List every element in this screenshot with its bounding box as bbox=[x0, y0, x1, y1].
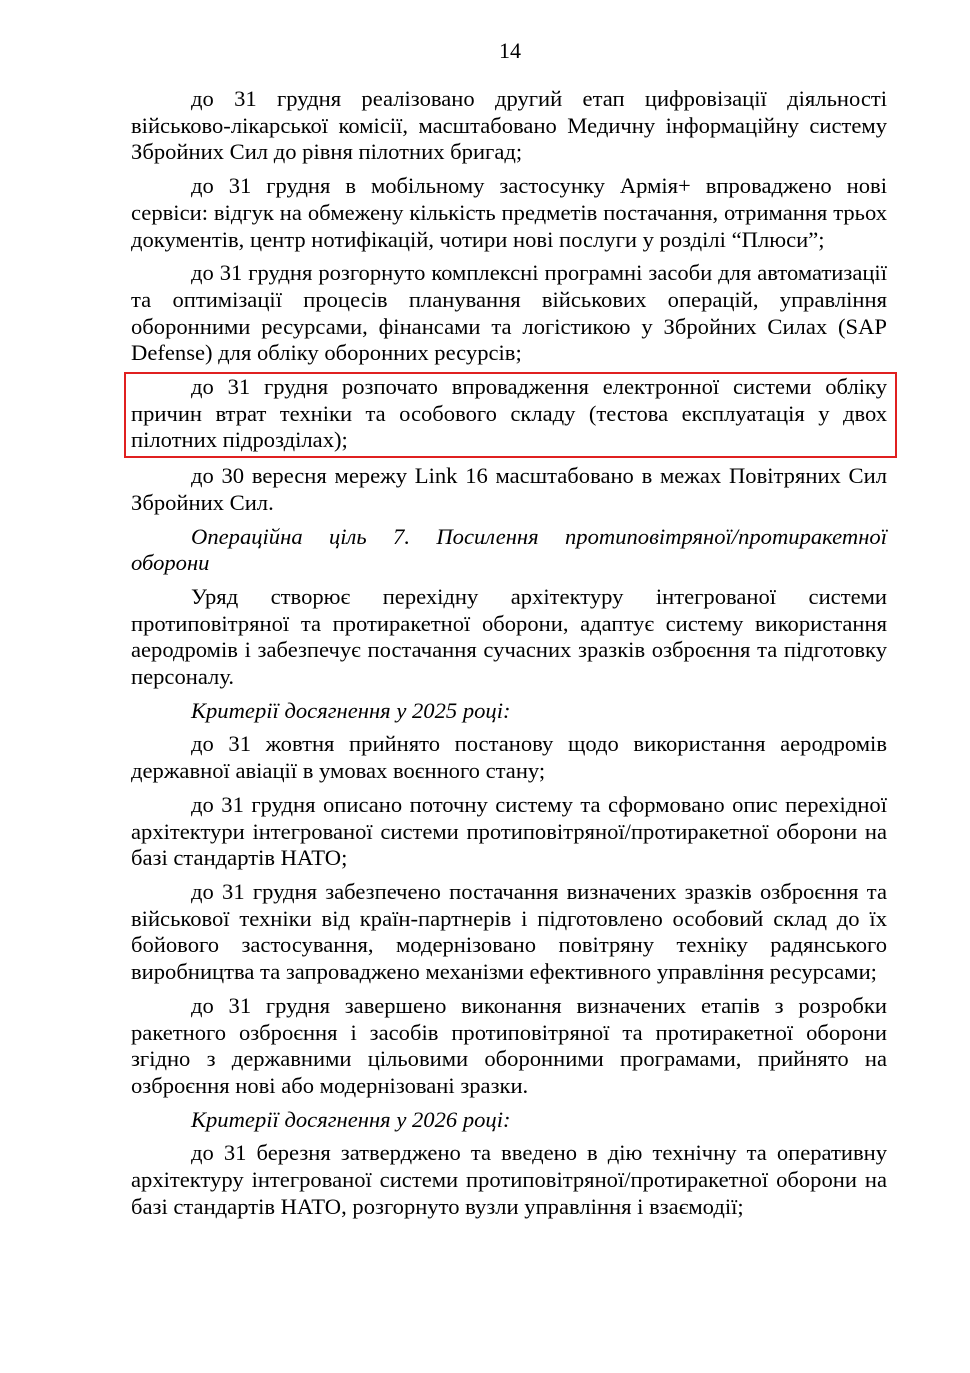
paragraph-army-plus-app: до 31 грудня в мобільному застосунку Армія+ впроваджено нові сервіси: відгук на обмежену кількість предметів постачання, отримання трьох документів, центр нотифікацій, чотири нові послуги у розділі “Плюси”; bbox=[131, 173, 887, 252]
page-number: 14 bbox=[499, 38, 521, 63]
paragraph-vlk-digitalization: до 31 грудня реалізовано другий етап цифровізації діяльності військово-лікарської комісії, масштабовано Медичну інформаційну систему Збройних Сил до рівня пілотних бригад; bbox=[131, 86, 887, 165]
paragraph-transitional-architecture: до 31 грудня описано поточну систему та сформовано опис перехідної архітектури інтегрованої системи протиповітряної/протиракетної оборони на базі стандартів НАТО; bbox=[131, 791, 887, 871]
paragraph-weapons-supply: до 31 грудня забезпечено постачання визначених зразків озброєння та військової техніки від країн-партнерів і підготовлено особовий склад до їх бойового застосування, модернізовано повітряну техніку радянського виробництва та запроваджено механізми ефективного управління ресурсами; bbox=[131, 878, 887, 985]
subheading-criteria-2026: Критерії досягнення у 2026 році: bbox=[191, 1106, 511, 1132]
subheading-criteria-2025: Критерії досягнення у 2025 році: bbox=[191, 697, 511, 723]
highlighted-paragraph-loss-accounting: до 31 грудня розпочато впровадження електронної системи обліку причин втрат техніки та особового складу (тестова експлуатація у двох пілотних підрозділах); bbox=[126, 374, 895, 456]
paragraph-goal-7-description: Уряд створює перехідну архітектуру інтегрованої системи протиповітряної та протиракетної оборони, адаптує систему використання аеродромів і забезпечує постачання сучасних зразків озброєння та підготовку персоналу. bbox=[131, 583, 887, 690]
paragraph-missile-development: до 31 грудня завершено виконання визначених етапів з розробки ракетного озброєння і засобів протиповітряної та протиракетної оборони згідно з державними цільовими оборонними програмами, прийнято на озброєння нові або модернізовані зразки. bbox=[131, 992, 887, 1098]
paragraph-link16: до 30 вересня мережу Link 16 масштабовано в межах Повітряних Сил Збройних Сил. bbox=[131, 463, 887, 515]
document-body bbox=[131, 86, 887, 1227]
paragraph-sap-defense: до 31 грудня розгорнуто комплексні програмні засоби для автоматизації та оптимізації процесів планування військових операцій, управління оборонними ресурсами, фінансами та логістикою у Збройних Силах (SAP Defense) для обліку оборонних ресурсів; bbox=[131, 260, 887, 366]
paragraph-architecture-approval: до 31 березня затверджено та введено в дію технічну та оперативну архітектуру інтегрованої системи протиповітряної/протиракетної оборони на базі стандартів НАТО, розгорнуто вузли управління і взаємодії; bbox=[131, 1140, 887, 1219]
paragraph-airfields-resolution: до 31 жовтня прийнято постанову щодо використання аеродромів державної авіації в умовах воєнного стану; bbox=[131, 731, 887, 784]
section-heading-operational-goal-7: Операційна ціль 7. Посилення протиповітряної/протиракетної оборони bbox=[131, 523, 887, 576]
